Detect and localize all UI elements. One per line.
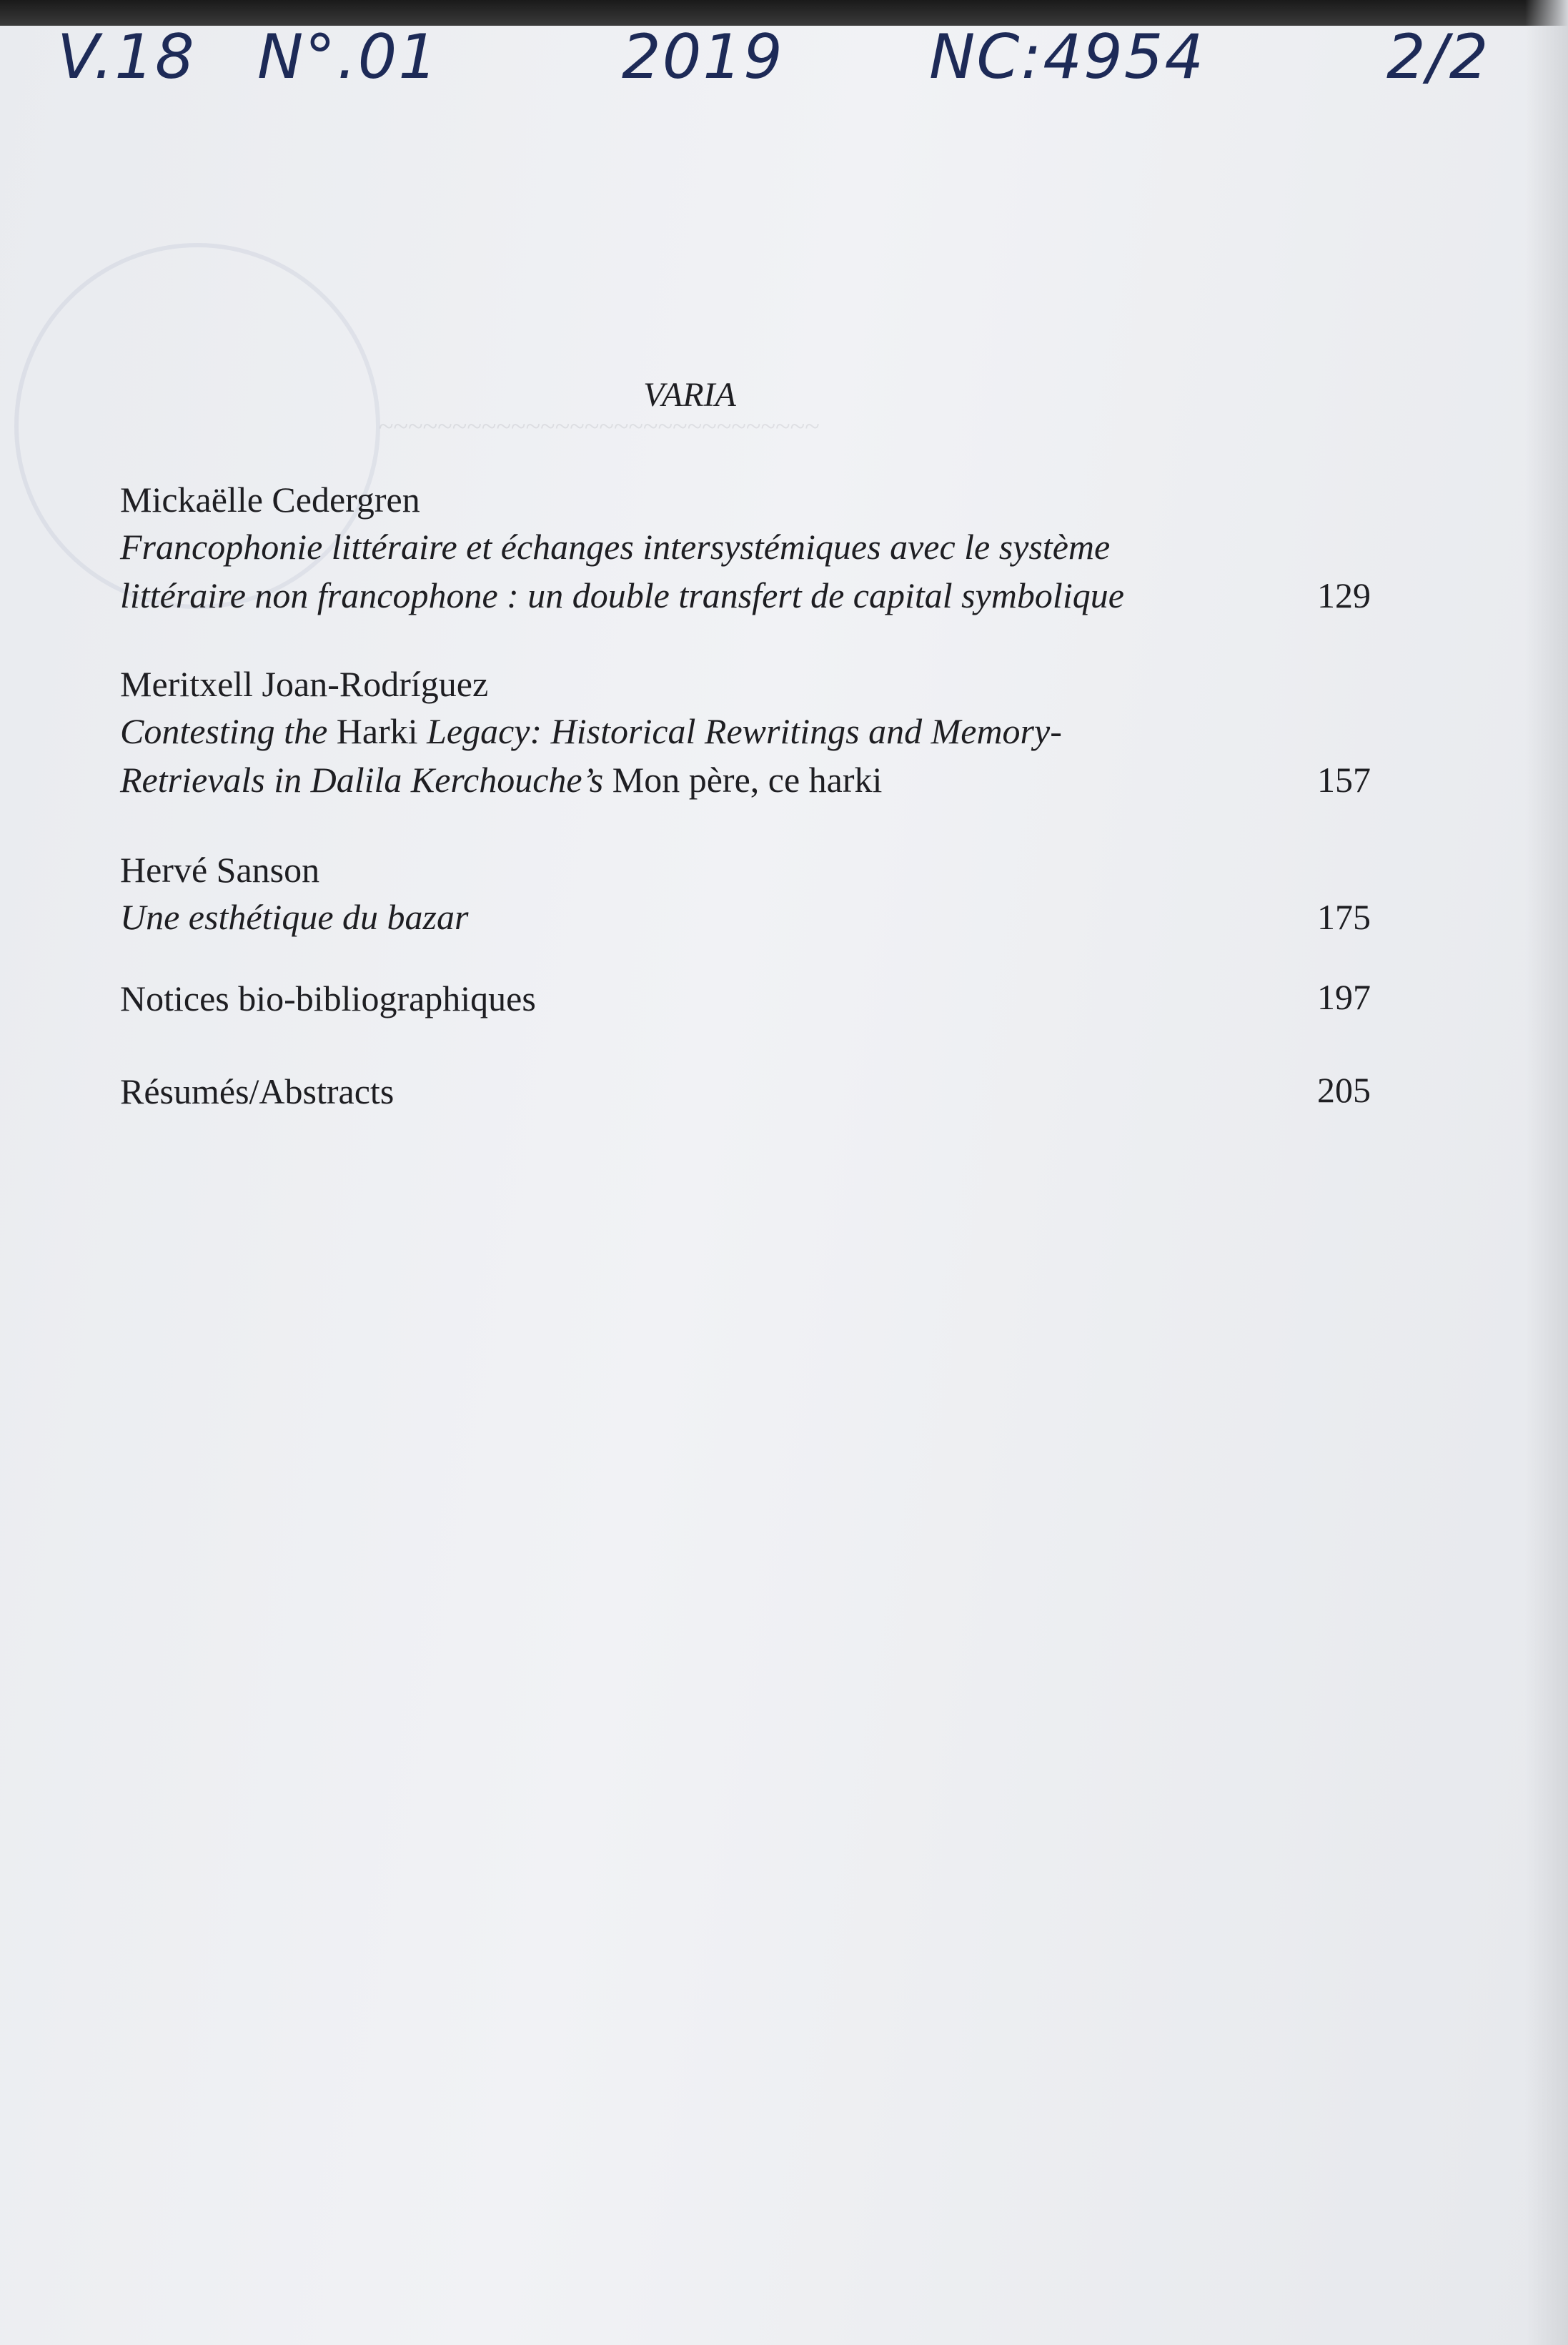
entry-page-number: 157 [1317,760,1371,800]
annotation-volume: V.18 [57,21,196,93]
entry-title-line: Francophonie littéraire et échanges intersystémiques avec le système [120,527,1111,567]
title-part: Contesting the [120,711,337,751]
annotation-code: NC:4954 [929,21,1206,93]
title-part: Retrievals in Dalila Kerchouche’s [120,760,612,800]
entry-author: Hervé Sanson [120,850,320,890]
toc-entry [120,661,1371,804]
entry-label: Résumés/Abstracts [120,1071,395,1111]
toc-entry [120,976,1371,1021]
entry-page-number: 205 [1317,1070,1371,1110]
annotation-number: N°.01 [257,21,440,93]
toc-entry [120,1069,1371,1114]
show-through-text: ~~~~~~~~~~~~~~~~~~~~~~~~~~~~~~ [379,412,820,442]
title-part: Legacy: Historical Rewritings and Memory- [417,711,1062,751]
annotation-year: 2019 [622,21,784,93]
entry-page-number: 197 [1317,977,1371,1017]
entry-label: Notices bio-bibliographiques [120,978,536,1018]
entry-title-line: littéraire non francophone : un double transfert de capital symbolique [120,575,1124,615]
entry-title-line: Une esthétique du bazar [120,897,469,937]
toc-entry [120,847,1371,941]
toc-entry [120,477,1371,620]
annotation-part: 2/2 [1386,21,1490,93]
title-upright-part: Mon père, ce harki [612,760,883,800]
entry-title-line [120,755,1235,804]
entry-author: Meritxell Joan-Rodríguez [120,664,489,704]
entry-page-number: 129 [1317,575,1371,615]
handwritten-annotation [57,21,1525,114]
section-heading: VARIA [643,376,736,414]
entry-page-number: 175 [1317,897,1371,937]
entry-author: Mickaëlle Cedergren [120,480,420,520]
entry-title-line [120,707,1235,755]
title-upright-part: Harki [336,711,418,751]
page-right-edge [1525,0,1568,2345]
